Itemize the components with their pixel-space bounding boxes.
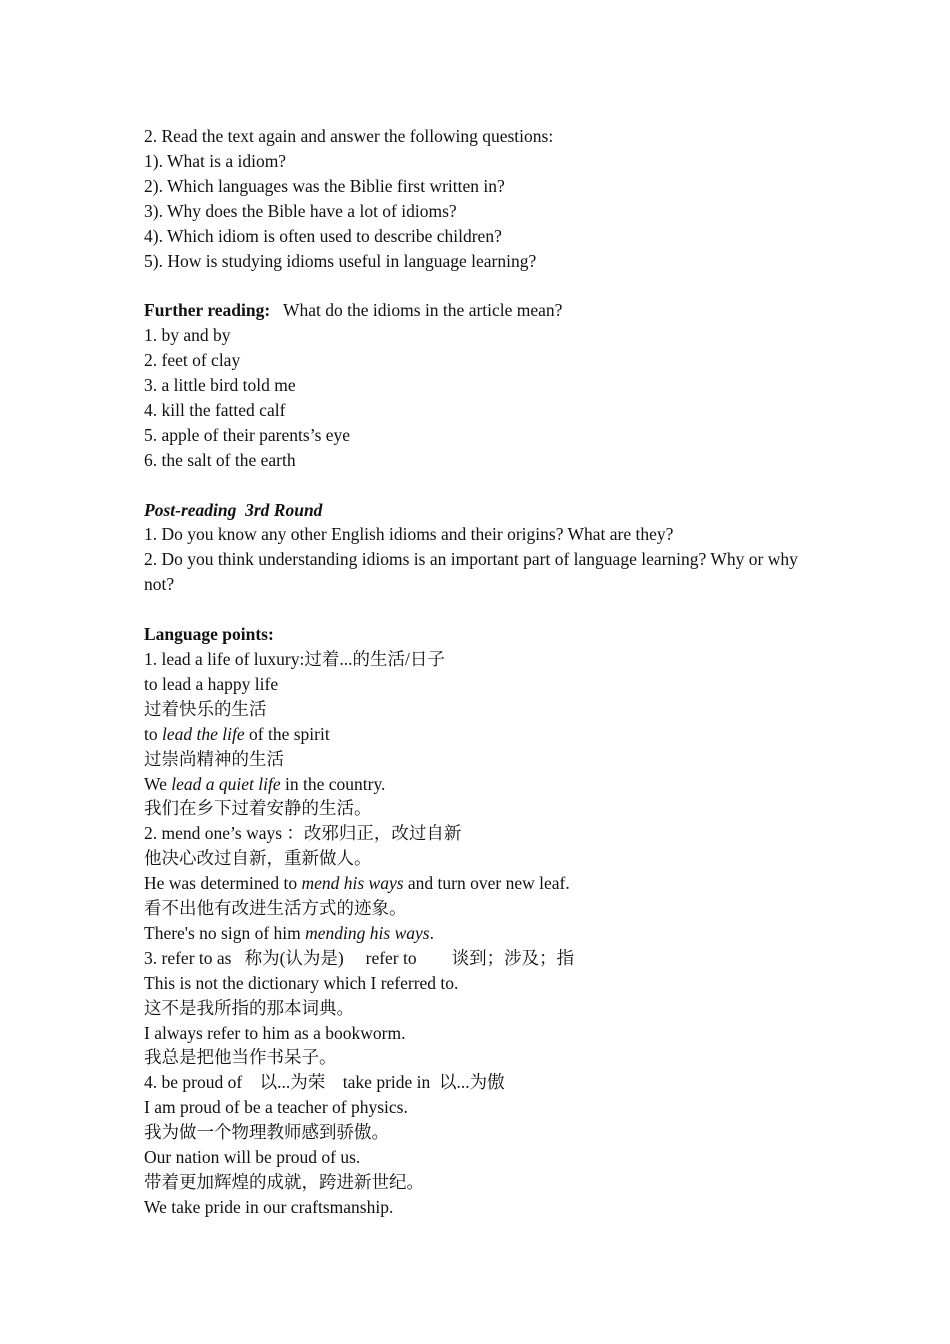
example-cn: 看不出他有改进生活方式的迹象。: [144, 898, 407, 919]
idiom-item: 3. a little bird told me: [144, 375, 296, 396]
example-cn: 他决心改过自新，重新做人。: [144, 848, 372, 869]
question-item: 5). How is studying idioms useful in language learning?: [144, 250, 537, 271]
idiom-item: 2. feet of clay: [144, 350, 241, 371]
question-item: 4). Which idiom is often used to describe children?: [144, 225, 502, 246]
spacer: [144, 597, 814, 622]
idiom-item: 6. the salt of the earth: [144, 449, 296, 470]
example-cn: 我总是把他当作书呆子。: [144, 1047, 337, 1068]
question-item: 2). Which languages was the Biblie first written in?: [144, 175, 505, 196]
example-highlight: lead the life: [162, 723, 245, 744]
example-text: to: [144, 723, 162, 744]
question-item: 3). Why does the Bible have a lot of idioms?: [144, 200, 457, 221]
example-cn: 这不是我所指的那本词典。: [144, 997, 354, 1018]
spacer: [144, 473, 814, 498]
example-text: We: [144, 773, 172, 794]
post-reading-heading: Post-reading 3rd Round: [144, 499, 323, 520]
spacer: [144, 273, 814, 298]
example-highlight: mend his ways: [301, 873, 404, 894]
example-text: of the spirit: [244, 723, 330, 744]
reading-questions-heading: 2. Read the text again and answer the following questions:: [144, 126, 554, 146]
point-title: 4. be proud of 以...为荣 take pride in 以...为傲: [144, 1072, 505, 1093]
point-title: 3. refer to as 称为(认为是) refer to 谈到；涉及；指: [144, 947, 575, 968]
example-highlight: lead a quiet life: [171, 773, 281, 794]
example-highlight: mending his ways: [305, 922, 430, 943]
example-text: There's no sign of him: [144, 922, 306, 943]
example-text: in the country.: [280, 773, 386, 794]
further-reading-heading: [144, 298, 814, 323]
point-title: 2. mend one’s ways ：改邪归正，改过自新: [144, 823, 462, 844]
point-title: 1. lead a life of luxury:过着...的生活/日子: [144, 648, 445, 669]
example-en: We take pride in our craftsmanship.: [144, 1196, 394, 1217]
idiom-item: 4. kill the fatted calf: [144, 399, 286, 420]
example-en: I always refer to him as a bookworm.: [144, 1022, 406, 1043]
example-en: [144, 871, 814, 896]
post-reading-item: 1. Do you know any other English idioms and their origins? What are they?: [144, 524, 674, 545]
language-points-heading: Language points:: [144, 624, 274, 645]
example-en: to lead a happy life: [144, 673, 279, 694]
example-cn: 过着快乐的生活: [144, 698, 267, 719]
example-en: I am proud of be a teacher of physics.: [144, 1097, 408, 1118]
example-text: He was determined to: [144, 873, 302, 894]
example-en: [144, 921, 814, 946]
example-cn: 我们在乡下过着安静的生活。: [144, 798, 372, 819]
example-en: [144, 772, 814, 797]
example-en: Our nation will be proud of us.: [144, 1147, 361, 1168]
example-en: [144, 722, 814, 747]
question-item: 1). What is a idiom?: [144, 150, 287, 171]
document-page: [144, 124, 814, 1220]
further-reading-label: Further reading:: [144, 300, 271, 321]
example-cn: 过崇尚精神的生活: [144, 748, 284, 769]
example-text: .: [429, 922, 434, 943]
example-text: and turn over new leaf.: [403, 873, 570, 894]
further-reading-prompt: What do the idioms in the article mean?: [270, 300, 563, 321]
idiom-item: 5. apple of their parents’s eye: [144, 424, 351, 445]
idiom-item: 1. by and by: [144, 325, 231, 346]
post-reading-item: 2. Do you think understanding idioms is an important part of language learning? Why or why not?: [144, 549, 803, 595]
example-cn: 我为做一个物理教师感到骄傲。: [144, 1122, 389, 1143]
example-cn: 带着更加辉煌的成就，跨进新世纪。: [144, 1172, 424, 1193]
example-en: This is not the dictionary which I referred to.: [144, 972, 459, 993]
